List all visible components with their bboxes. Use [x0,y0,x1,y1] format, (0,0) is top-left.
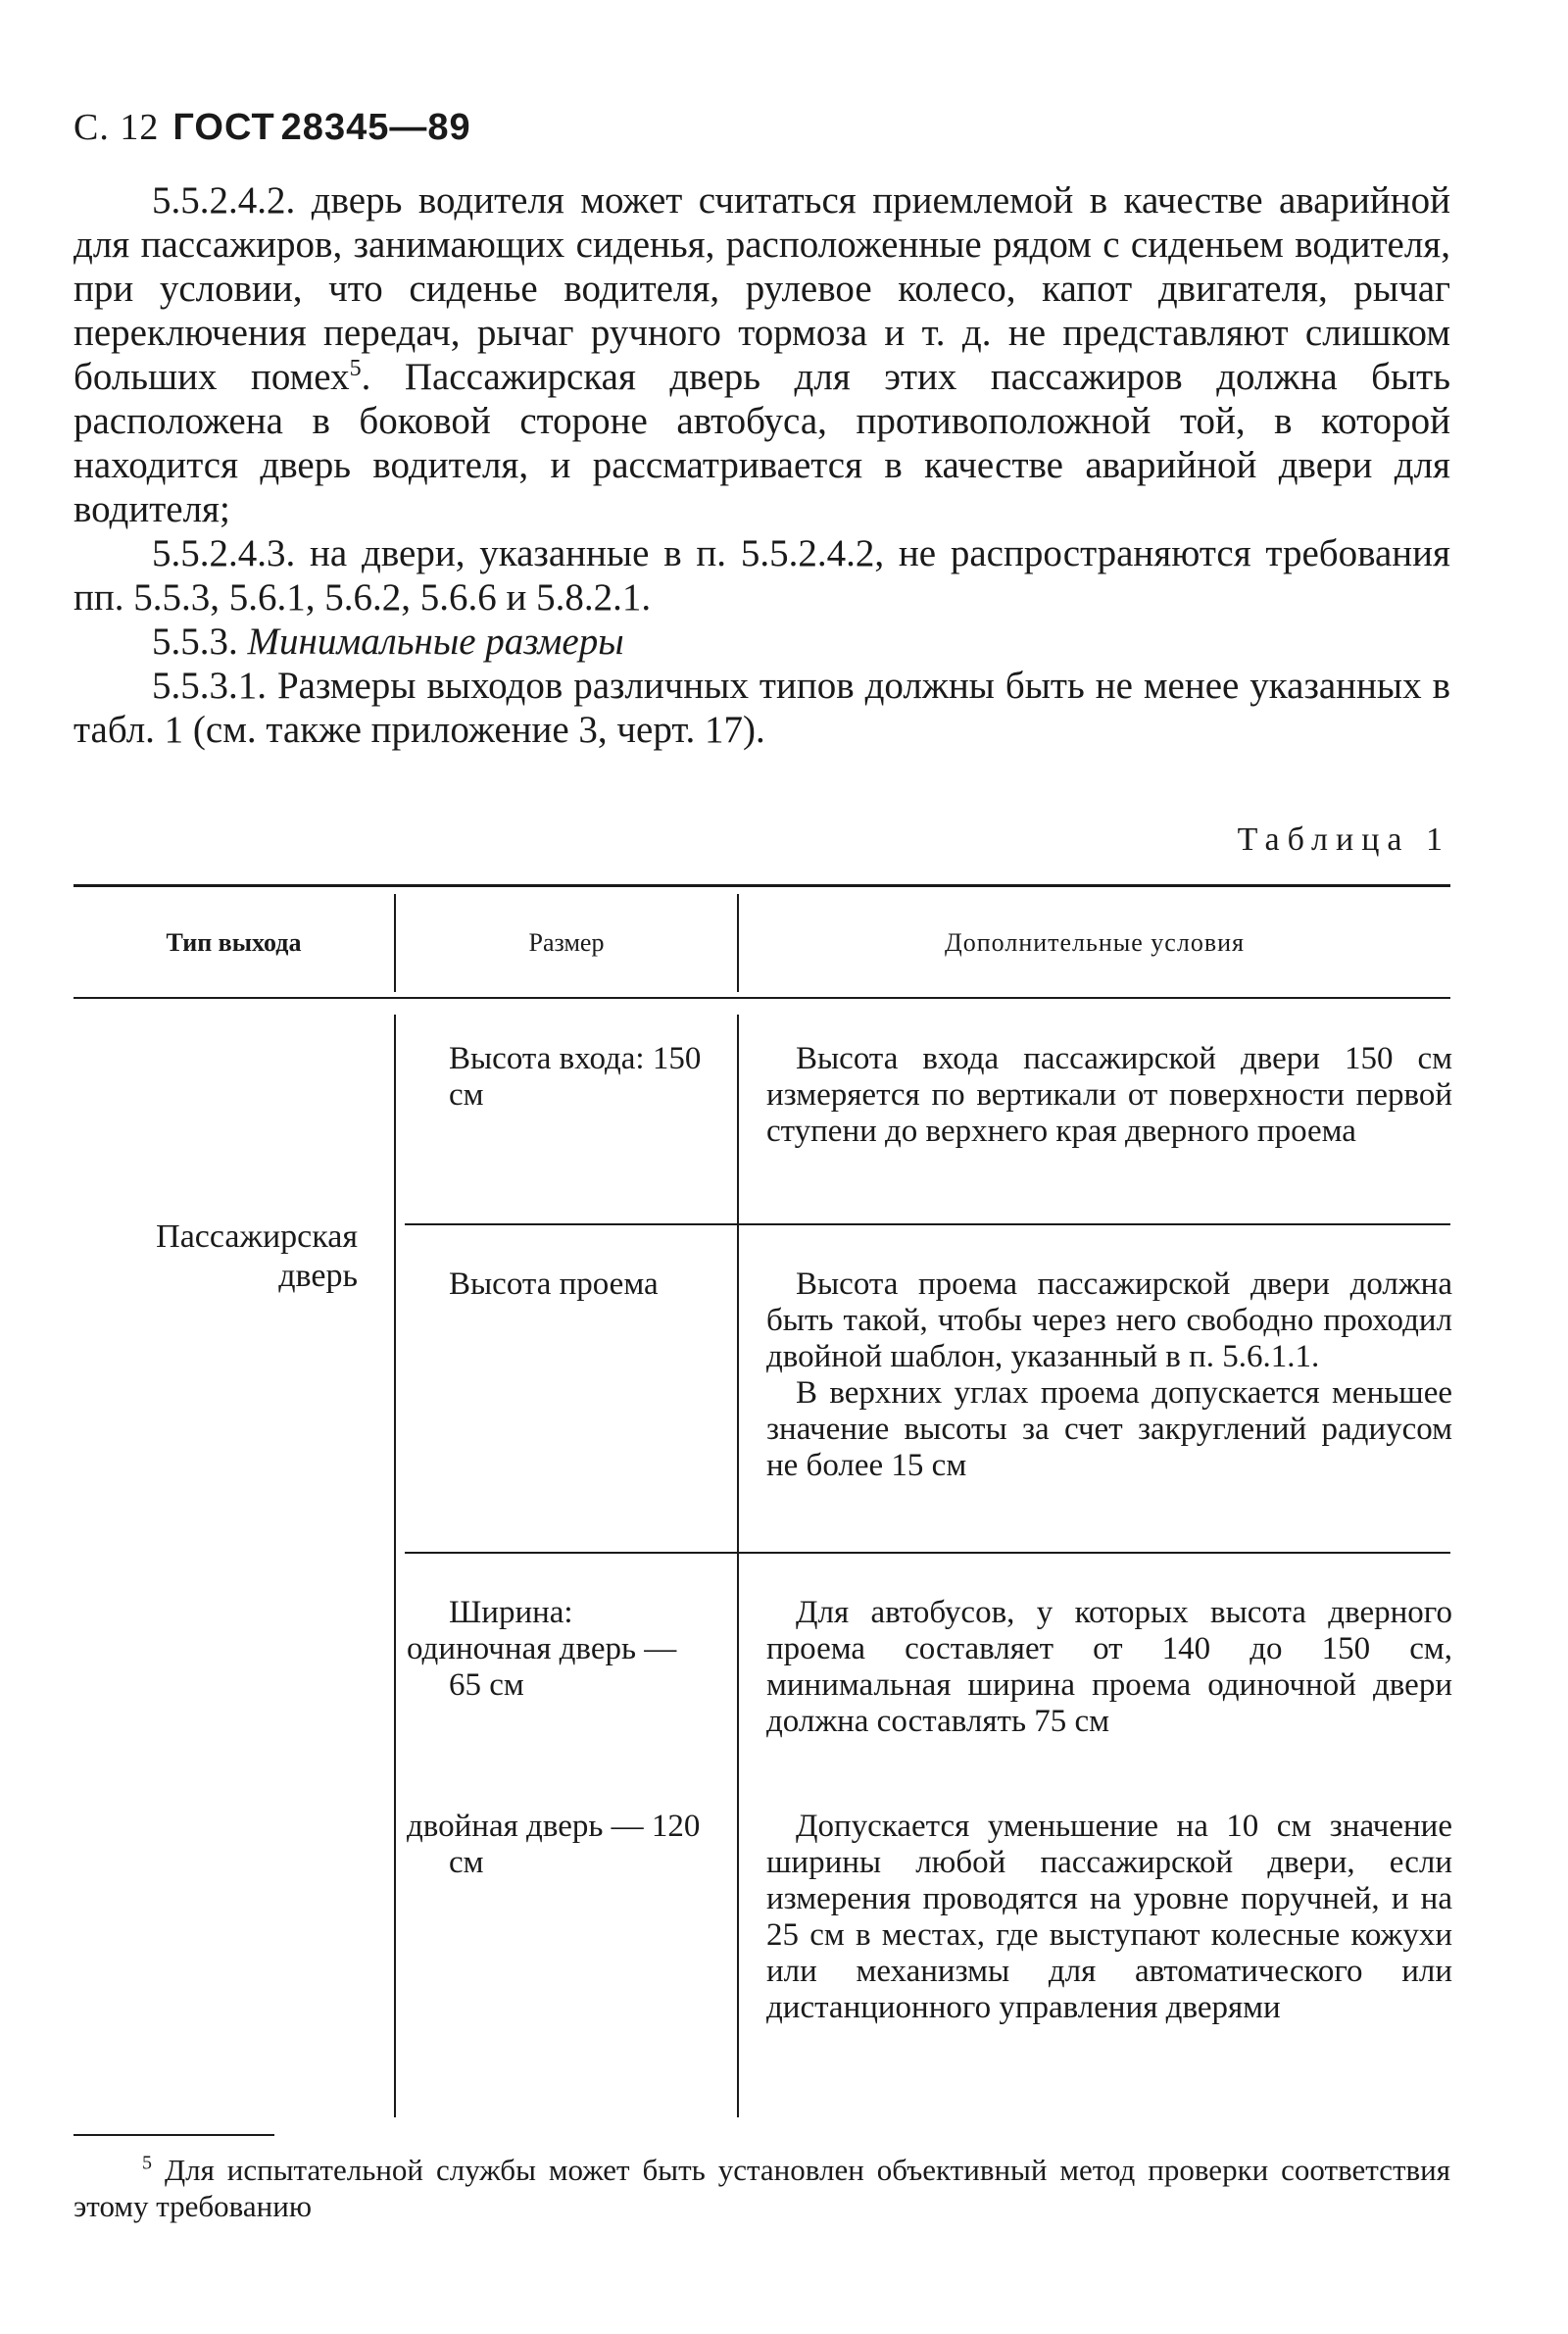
header-exit-type: Тип выхода [166,928,302,957]
cell-conditions-single-width: Для автобусов, у которых высота дверного проема составляет от 140 до 150 см, минимальная ширина проема одиночной двери должна составлять 75 см [766,1595,1452,1739]
cell-conditions-double-width: Допускается уменьшение на 10 см значение ширины любой пассажирской двери, если измерения проводятся на уровне поручней, и на 25 см в местах, где выступают колесные кожухи или механизмы для автоматического или дистанционного управления дверями [766,1809,1452,2025]
section-title: Минимальные размеры [247,621,624,663]
row-divider-2 [405,1552,1450,1554]
col-divider-2-body [737,1015,739,2117]
running-head [74,106,471,149]
cell-size-double-width [407,1809,701,1881]
footnote [74,2152,1450,2224]
cell-size-opening-height: Высота проема [449,1266,659,1302]
footnote-text: Для испытательной службы может быть установлен объективный метод проверки соответствия этому требованию [74,2153,1451,2223]
body-text [74,178,1450,752]
cell-exit-type: Пассажирская дверь [156,1218,358,1294]
header-size: Размер [528,928,605,957]
paragraph-5-5-2-4-2: 5.5.2.4.2. дверь водителя может считаться приемлемой в качестве аварийной для пассажиров, занимающих сиденья, расположенные рядом с сиденьем водителя, при условии, что сиденье водителя, рулевое колесо, капот двигателя, рычаг переключения передач, рычаг ручного тормоза и т. д. не представляют слишком больших помех$^5$. Пассажирская дверь для этих пассажиров должна быть расположена в боковой стороне автобуса, противоположной той, в которой находится дверь водителя, и рассматривается в качестве аварийной двери для водителя; [74,179,1450,530]
table-header-rule [74,997,1450,999]
width-title: Ширина: [449,1595,573,1630]
paragraph-5-5-2-4-3: 5.5.2.4.3. на двери, указанные в п. 5.5.2.4.2, не распространяются требования пп. 5.5.3, 5.6.1, 5.6.2, 5.6.6 и 5.8.2.1. [74,532,1450,619]
paragraph-5-5-3-1: 5.5.3.1. Размеры выходов различных типов должны быть не менее указанных в табл. 1 (см. также приложение 3, черт. 17). [74,665,1450,751]
footnote-rule [74,2134,274,2136]
cell-size-entry-height: Высота входа: 150 см [449,1041,702,1113]
cell-size-single-width [407,1595,701,1704]
cell-conditions-entry-height: Высота входа пассажирской двери 150 см измеряется по вертикали от поверхности первой ступени до верхнего края дверного проема [766,1041,1452,1149]
single-door-width: одиночная дверь — 65 см [407,1631,677,1703]
table-caption: Таблица 1 [1237,821,1450,858]
standard-number: 28345—89 [280,107,471,148]
header-conditions: Дополнительные условия [945,928,1245,957]
footnote-ref: 5 [349,356,362,381]
double-door-width: двойная дверь — 120 см [407,1809,701,1880]
section-heading-5-5-3: 5.5.3. Минимальные размеры [152,621,624,663]
row-divider-1 [405,1223,1450,1225]
cell-conditions-opening-height: Высота проема пассажирской двери должна быть такой, чтобы через него свободно проходил двойной шаблон, указанный в п. 5.6.1.1. В верхних углах проема допускается меньшее значение высоты за счет закруглений радиусом не более 15 см [766,1266,1452,1483]
page-label: С. 12 [74,107,160,148]
table-top-rule [74,884,1450,887]
col-divider-1-body [394,1015,396,2117]
standard-label: ГОСТ [172,107,275,148]
footnote-marker: 5 [142,2152,152,2174]
